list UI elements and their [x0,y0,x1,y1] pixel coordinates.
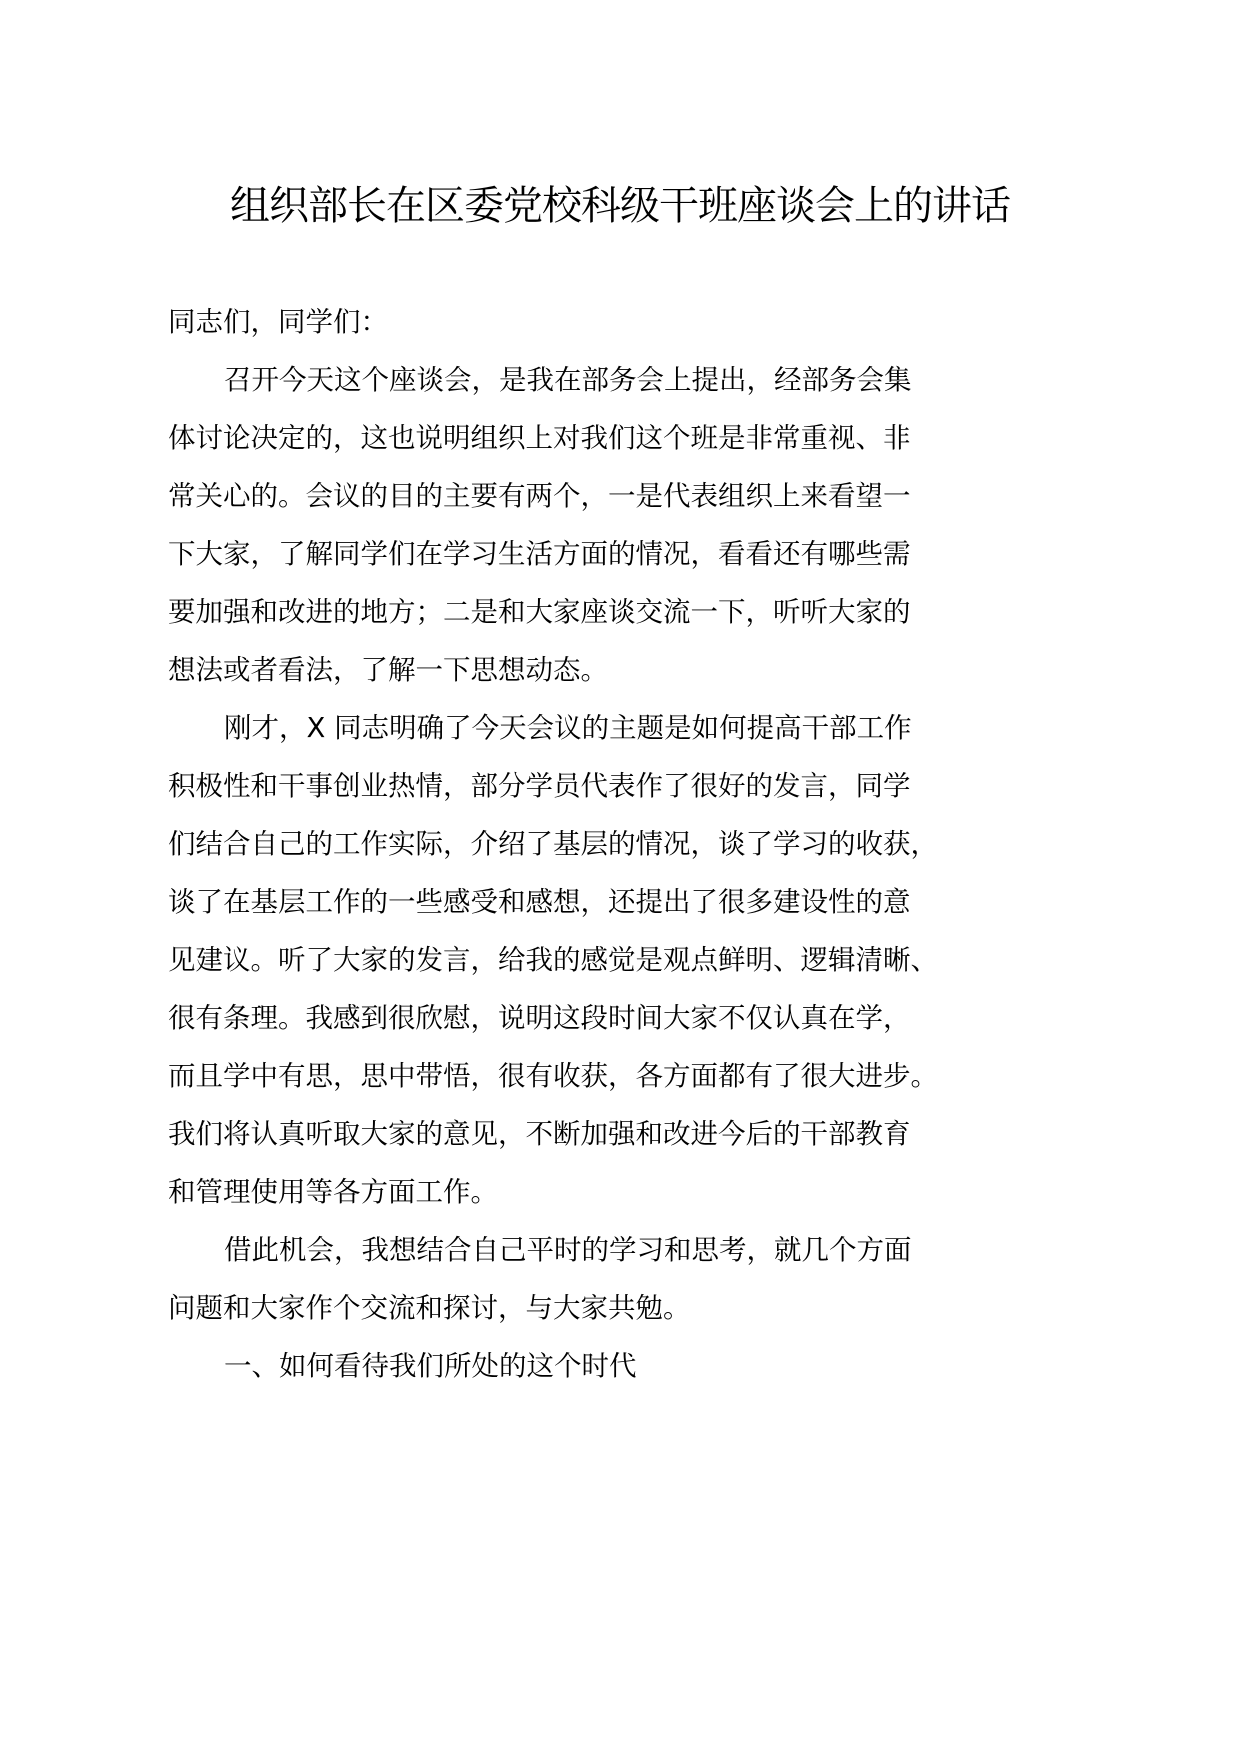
document-title: 组织部长在区委党校科级干班座谈会上的讲话 [230,183,1010,229]
paragraph-line: 见建议。听了大家的发言，给我的感觉是观点鲜明、逻辑清晰、 [168,944,938,976]
paragraph-line: 体讨论决定的，这也说明组织上对我们这个班是非常重视、非 [168,422,911,454]
paragraph-line: 而且学中有思，思中带悟，很有收获，各方面都有了很大进步。 [168,1060,938,1092]
paragraph-line: 召开今天这个座谈会，是我在部务会上提出，经部务会集 [224,364,912,396]
paragraph-line: 想法或者看法，了解一下思想动态。 [168,654,608,686]
section-heading: 一、如何看待我们所处的这个时代 [224,1350,637,1382]
paragraph-line: 们结合自己的工作实际，介绍了基层的情况，谈了学习的收获， [168,828,938,860]
paragraph-line: 很有条理。我感到很欣慰，说明这段时间大家不仅认真在学， [168,1002,911,1034]
paragraph-line: 借此机会，我想结合自己平时的学习和思考，就几个方面 [224,1234,912,1266]
salutation: 同志们，同学们： [168,306,388,338]
paragraph-line: 积极性和干事创业热情，部分学员代表作了很好的发言，同学 [168,770,911,802]
paragraph-line: 要加强和改进的地方；二是和大家座谈交流一下，听听大家的 [168,596,911,628]
paragraph-line: 谈了在基层工作的一些感受和感想，还提出了很多建设性的意 [168,886,911,918]
paragraph-line: 我们将认真听取大家的意见，不断加强和改进今后的干部教育 [168,1118,911,1150]
paragraph-line: 和管理使用等各方面工作。 [168,1176,498,1208]
paragraph-line: 常关心的。会议的目的主要有两个，一是代表组织上来看望一 [168,480,911,512]
paragraph-line: 问题和大家作个交流和探讨，与大家共勉。 [168,1292,691,1324]
paragraph-line: 下大家，了解同学们在学习生活方面的情况，看看还有哪些需 [168,538,911,570]
document-body [168,293,968,1395]
paragraph-line: 刚才，X 同志明确了今天会议的主题是如何提高干部工作 [224,712,912,744]
